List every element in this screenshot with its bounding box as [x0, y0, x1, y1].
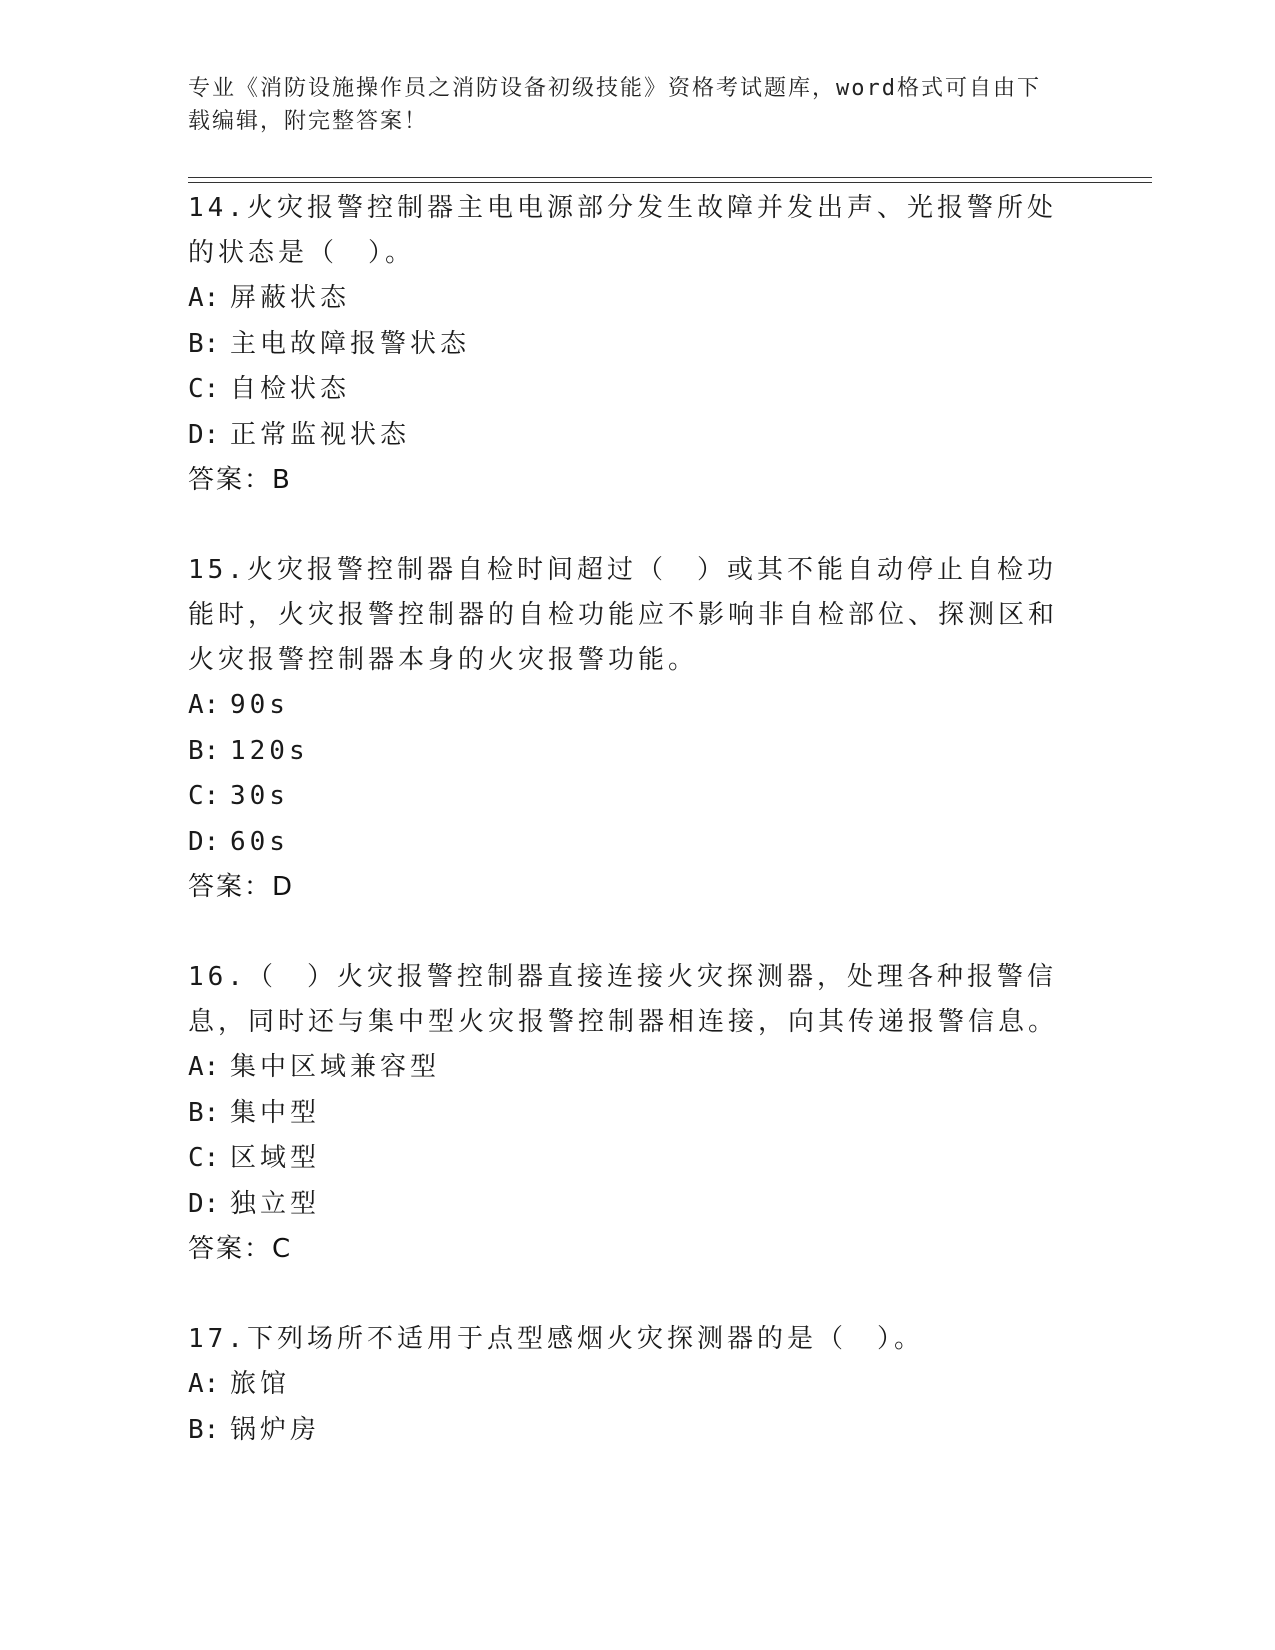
option-text: 集中型	[230, 1097, 321, 1128]
option-d	[188, 413, 1088, 459]
option-text: 主电故障报警状态	[230, 328, 471, 359]
option-a	[188, 1045, 1088, 1091]
document-header	[188, 72, 1068, 138]
option-b	[188, 729, 1088, 775]
question-stem: 15.火灾报警控制器自检时间超过（ ）或其不能自动停止自检功能时，火灾报警控制器的自检功能应不影响非自检部位、探测区和火灾报警控制器本身的火灾报警功能。	[188, 555, 1059, 675]
option-text: 120s	[230, 735, 309, 766]
option-letter: A:	[188, 1052, 220, 1082]
question-15	[188, 548, 1088, 910]
question-list	[188, 186, 1088, 1498]
answer-label: 答案：C	[188, 1234, 293, 1264]
option-text: 屏蔽状态	[230, 283, 351, 313]
option-letter: D:	[188, 1188, 220, 1219]
answer-label: 答案：B	[188, 465, 292, 495]
question-stem: 14.火灾报警控制器主电电源部分发生故障并发出声、光报警所处的状态是（ ）。	[188, 193, 1057, 268]
option-text: 锅炉房	[230, 1414, 321, 1445]
option-letter: B:	[188, 328, 220, 359]
header-line-1: 专业《消防设施操作员之消防设备初级技能》资格考试题库，word格式可自由下	[188, 76, 1041, 101]
question-14	[188, 186, 1088, 503]
option-b	[188, 1091, 1088, 1137]
option-text: 集中区域兼容型	[230, 1052, 441, 1082]
option-letter: C:	[188, 374, 220, 404]
option-c	[188, 774, 1088, 820]
option-text: 独立型	[230, 1188, 321, 1219]
option-b	[188, 322, 1088, 368]
question-16	[188, 955, 1088, 1272]
option-letter: B:	[188, 735, 220, 766]
option-letter: D:	[188, 826, 220, 857]
option-a	[188, 1362, 1088, 1408]
option-text: 30s	[230, 781, 289, 811]
option-d	[188, 1182, 1088, 1228]
option-text: 自检状态	[230, 374, 351, 404]
option-letter: B:	[188, 1414, 220, 1445]
header-line-2: 载编辑，附完整答案！	[188, 109, 429, 134]
option-letter: C:	[188, 1143, 220, 1173]
question-stem: 17.下列场所不适用于点型感烟火灾探测器的是（ ）。	[188, 1324, 924, 1354]
option-letter: D:	[188, 419, 220, 450]
header-divider-top	[188, 177, 1152, 178]
answer-label: 答案：D	[188, 872, 295, 902]
option-letter: A:	[188, 1369, 220, 1399]
question-stem: 16.（ ）火灾报警控制器直接连接火灾探测器，处理各种报警信息，同时还与集中型火灾报警控制器相连接，向其传递报警信息。	[188, 962, 1059, 1037]
option-letter: B:	[188, 1097, 220, 1128]
option-text: 旅馆	[230, 1369, 291, 1399]
option-a	[188, 276, 1088, 322]
header-divider-bottom	[188, 182, 1152, 183]
option-letter: C:	[188, 781, 220, 811]
option-b	[188, 1408, 1088, 1454]
option-c	[188, 367, 1088, 413]
option-text: 正常监视状态	[230, 419, 411, 450]
option-d	[188, 820, 1088, 866]
option-c	[188, 1136, 1088, 1182]
option-text: 60s	[230, 826, 289, 857]
option-letter: A:	[188, 283, 220, 313]
option-a	[188, 683, 1088, 729]
option-text: 区域型	[230, 1143, 321, 1173]
option-letter: A:	[188, 690, 220, 720]
option-text: 90s	[230, 690, 289, 720]
question-17	[188, 1317, 1088, 1453]
